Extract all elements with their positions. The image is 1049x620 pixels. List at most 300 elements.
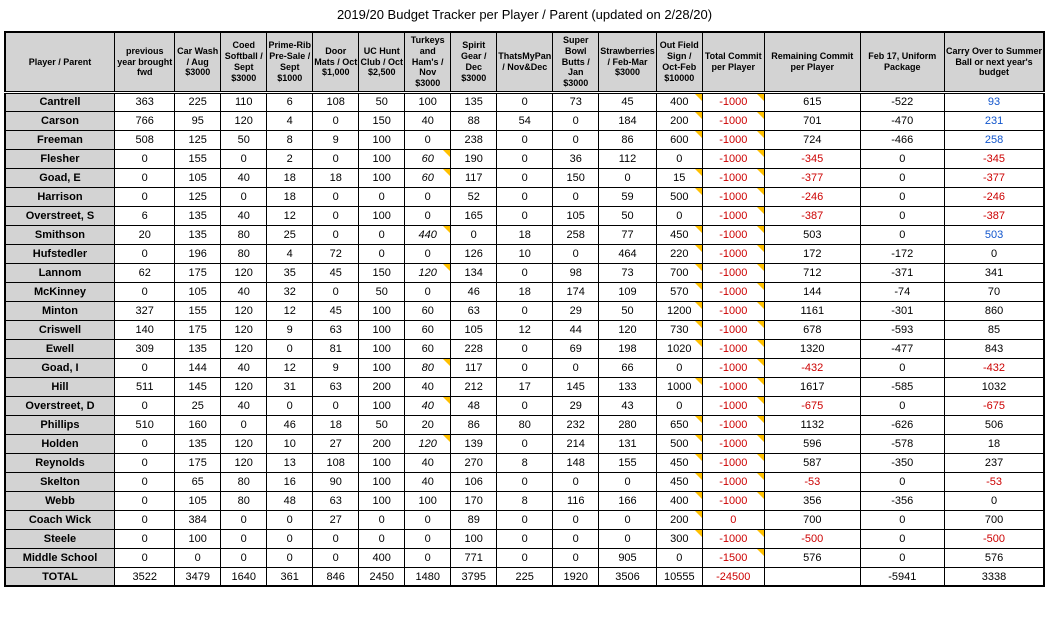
- cell-total-12: [702, 567, 764, 586]
- cell-value: 0: [424, 133, 431, 146]
- cell-smithson-4: [313, 225, 359, 244]
- cell-value: 1200: [667, 304, 692, 317]
- cell-overstreet-s-7: [451, 206, 497, 225]
- column-header-uc-hunt-club: UC Hunt Club / Oct $2,500: [359, 32, 405, 92]
- cell-value: 100: [418, 96, 437, 109]
- cell-value: 50: [621, 304, 634, 317]
- cell-goad-e-15: [944, 168, 1044, 187]
- cell-skelton-10: [599, 472, 657, 491]
- cell-cantrell-5: [359, 92, 405, 111]
- cell-goad-e-1: [175, 168, 221, 187]
- comment-flag-icon: [757, 283, 764, 290]
- cell-ewell-9: [553, 339, 599, 358]
- cell-value: 3338: [981, 570, 1007, 583]
- cell-ewell-2: [221, 339, 267, 358]
- cell-value: 100: [372, 456, 391, 469]
- row-carson: [5, 111, 1045, 130]
- cell-phillips-6: [405, 415, 451, 434]
- cell-reynolds-10: [599, 453, 657, 472]
- cell-overstreet-s-13: [764, 206, 860, 225]
- column-header-feb-17-uniform: Feb 17, Uniform Package: [860, 32, 944, 92]
- cell-value: 220: [670, 247, 689, 260]
- cell-value: 0: [521, 190, 528, 203]
- cell-value: 175: [188, 323, 207, 336]
- cell-hill-14: [860, 377, 944, 396]
- cell-mckinney-15: [944, 282, 1044, 301]
- cell-hufstedler-14: [860, 244, 944, 263]
- cell-goad-i-5: [359, 358, 405, 377]
- cell-coach-wick-8: [497, 510, 553, 529]
- comment-flag-icon: [757, 150, 764, 157]
- cell-value: 0: [676, 361, 683, 374]
- cell-total-2: [221, 567, 267, 586]
- comment-flag-icon: [695, 188, 702, 195]
- cell-harrison-1: [175, 187, 221, 206]
- cell-smithson-7: [451, 225, 497, 244]
- cell-holden-5: [359, 434, 405, 453]
- cell-value: 120: [234, 266, 253, 279]
- cell-value: 9: [332, 133, 339, 146]
- row-total: [5, 567, 1045, 586]
- cell-value: 0: [572, 190, 579, 203]
- cell-webb-1: [175, 491, 221, 510]
- comment-flag-icon: [443, 264, 450, 271]
- cell-value: 100: [372, 209, 391, 222]
- row-minton: [5, 301, 1045, 320]
- comment-flag-icon: [757, 94, 764, 101]
- cell-value: 0: [194, 551, 201, 564]
- cell-holden-11: [656, 434, 702, 453]
- cell-lannom-5: [359, 263, 405, 282]
- cell-value: 25: [283, 228, 296, 241]
- cell-value: 1032: [981, 380, 1007, 393]
- cell-hill-7: [451, 377, 497, 396]
- cell-reynolds-0: [115, 453, 175, 472]
- cell-value: 0: [676, 551, 683, 564]
- cell-value: -1000: [719, 266, 748, 279]
- row-header-skelton: Skelton: [5, 472, 115, 491]
- cell-steele-0: [115, 529, 175, 548]
- cell-goad-e-13: [764, 168, 860, 187]
- cell-value: 86: [467, 418, 480, 431]
- row-header-goad-e: Goad, E: [5, 168, 115, 187]
- cell-goad-i-0: [115, 358, 175, 377]
- cell-value: 18: [329, 171, 342, 184]
- comment-flag-icon: [695, 131, 702, 138]
- cell-value: 10: [283, 437, 296, 450]
- cell-value: 238: [464, 133, 483, 146]
- cell-value: 0: [240, 551, 247, 564]
- cell-value: 0: [572, 551, 579, 564]
- cell-overstreet-s-14: [860, 206, 944, 225]
- cell-skelton-11: [656, 472, 702, 491]
- cell-value: 108: [326, 96, 345, 109]
- cell-lannom-11: [656, 263, 702, 282]
- cell-hufstedler-2: [221, 244, 267, 263]
- cell-value: 135: [188, 342, 207, 355]
- cell-holden-8: [497, 434, 553, 453]
- cell-goad-i-7: [451, 358, 497, 377]
- cell-value: -246: [801, 190, 824, 203]
- cell-flesher-15: [944, 149, 1044, 168]
- cell-value: 503: [984, 228, 1004, 241]
- cell-value: -345: [983, 152, 1006, 165]
- cell-value: 730: [670, 323, 689, 336]
- cell-value: 100: [464, 532, 483, 545]
- cell-freeman-5: [359, 130, 405, 149]
- cell-value: -1000: [719, 494, 748, 507]
- cell-value: 0: [141, 361, 148, 374]
- cell-cantrell-11: [656, 92, 702, 111]
- column-header-carry-over-to: Carry Over to Summer Ball or next year's budget: [944, 32, 1044, 92]
- cell-value: 45: [621, 96, 634, 109]
- cell-flesher-4: [313, 149, 359, 168]
- cell-cantrell-4: [313, 92, 359, 111]
- cell-skelton-2: [221, 472, 267, 491]
- cell-value: 120: [234, 114, 253, 127]
- cell-skelton-5: [359, 472, 405, 491]
- cell-value: 0: [899, 190, 906, 203]
- cell-value: 43: [621, 399, 634, 412]
- cell-value: -1000: [719, 133, 748, 146]
- cell-total-6: [405, 567, 451, 586]
- cell-steele-9: [553, 529, 599, 548]
- cell-value: 100: [372, 342, 391, 355]
- cell-value: 40: [421, 475, 434, 488]
- cell-smithson-14: [860, 225, 944, 244]
- cell-value: 86: [621, 133, 634, 146]
- cell-middle-school-0: [115, 548, 175, 567]
- cell-value: 0: [141, 152, 148, 165]
- cell-value: 50: [621, 209, 634, 222]
- cell-cantrell-3: [267, 92, 313, 111]
- comment-flag-icon: [757, 492, 764, 499]
- cell-harrison-13: [764, 187, 860, 206]
- cell-value: 384: [188, 513, 207, 526]
- cell-harrison-4: [313, 187, 359, 206]
- cell-value: 0: [572, 114, 579, 127]
- cell-ewell-5: [359, 339, 405, 358]
- cell-steele-5: [359, 529, 405, 548]
- cell-lannom-7: [451, 263, 497, 282]
- cell-value: 228: [464, 342, 483, 355]
- cell-value: 12: [283, 209, 296, 222]
- cell-criswell-4: [313, 320, 359, 339]
- cell-cantrell-1: [175, 92, 221, 111]
- comment-flag-icon: [695, 226, 702, 233]
- cell-value: 327: [135, 304, 154, 317]
- cell-value: 0: [730, 513, 737, 526]
- cell-goad-i-6: [405, 358, 451, 377]
- cell-value: 214: [566, 437, 585, 450]
- cell-value: 0: [141, 247, 148, 260]
- cell-value: -53: [986, 475, 1002, 488]
- cell-value: 700: [670, 266, 689, 279]
- cell-lannom-15: [944, 263, 1044, 282]
- cell-phillips-1: [175, 415, 221, 434]
- cell-value: 31: [283, 380, 296, 393]
- cell-value: 8: [286, 133, 293, 146]
- cell-middle-school-4: [313, 548, 359, 567]
- cell-hill-8: [497, 377, 553, 396]
- cell-overstreet-s-6: [405, 206, 451, 225]
- cell-cantrell-6: [405, 92, 451, 111]
- comment-flag-icon: [757, 473, 764, 480]
- cell-value: 766: [135, 114, 154, 127]
- cell-lannom-2: [221, 263, 267, 282]
- row-lannom: [5, 263, 1045, 282]
- column-header-total-commit-per: Total Commit per Player: [702, 32, 764, 92]
- cell-smithson-15: [944, 225, 1044, 244]
- column-header-strawberries-feb-mar: Strawberries / Feb-Mar $3000: [599, 32, 657, 92]
- cell-goad-e-4: [313, 168, 359, 187]
- row-header-ewell: Ewell: [5, 339, 115, 358]
- cell-value: 100: [372, 475, 391, 488]
- cell-value: 60: [421, 152, 434, 165]
- cell-total-8: [497, 567, 553, 586]
- cell-value: 117: [464, 171, 483, 184]
- cell-mckinney-14: [860, 282, 944, 301]
- cell-middle-school-15: [944, 548, 1044, 567]
- cell-value: 139: [464, 437, 483, 450]
- cell-value: 678: [803, 323, 822, 336]
- cell-value: -377: [801, 171, 824, 184]
- cell-value: 464: [618, 247, 637, 260]
- cell-ewell-12: [702, 339, 764, 358]
- cell-value: 1132: [800, 418, 825, 431]
- cell-carson-4: [313, 111, 359, 130]
- row-header-holden: Holden: [5, 434, 115, 453]
- cell-ewell-1: [175, 339, 221, 358]
- cell-value: 120: [418, 266, 437, 279]
- cell-steele-1: [175, 529, 221, 548]
- cell-webb-0: [115, 491, 175, 510]
- cell-hill-9: [553, 377, 599, 396]
- cell-value: 0: [521, 152, 528, 165]
- column-header-spirit-gear-dec: Spirit Gear / Dec $3000: [451, 32, 497, 92]
- cell-value: 0: [332, 532, 339, 545]
- cell-goad-i-8: [497, 358, 553, 377]
- cell-value: 0: [470, 228, 477, 241]
- cell-coach-wick-3: [267, 510, 313, 529]
- cell-goad-i-10: [599, 358, 657, 377]
- cell-hill-6: [405, 377, 451, 396]
- cell-value: 3795: [461, 570, 486, 583]
- cell-middle-school-7: [451, 548, 497, 567]
- cell-overstreet-d-3: [267, 396, 313, 415]
- cell-value: 724: [803, 133, 822, 146]
- cell-freeman-6: [405, 130, 451, 149]
- cell-mckinney-7: [451, 282, 497, 301]
- cell-value: 40: [237, 361, 250, 374]
- cell-mckinney-1: [175, 282, 221, 301]
- comment-flag-icon: [695, 492, 702, 499]
- cell-mckinney-8: [497, 282, 553, 301]
- cell-value: -1000: [719, 323, 748, 336]
- row-header-phillips: Phillips: [5, 415, 115, 434]
- cell-harrison-6: [405, 187, 451, 206]
- cell-value: 0: [676, 209, 683, 222]
- cell-value: 356: [803, 494, 822, 507]
- cell-value: 258: [984, 133, 1004, 146]
- cell-coach-wick-0: [115, 510, 175, 529]
- row-header-total: TOTAL: [5, 567, 115, 586]
- cell-value: 44: [569, 323, 582, 336]
- cell-value: 0: [899, 361, 906, 374]
- cell-value: 0: [378, 532, 385, 545]
- cell-value: 0: [521, 133, 528, 146]
- cell-goad-e-10: [599, 168, 657, 187]
- cell-value: -371: [891, 266, 914, 279]
- cell-value: 125: [188, 190, 207, 203]
- cell-value: -1000: [719, 456, 748, 469]
- cell-reynolds-2: [221, 453, 267, 472]
- cell-lannom-8: [497, 263, 553, 282]
- cell-value: 4: [286, 247, 293, 260]
- cell-value: 0: [899, 399, 906, 412]
- cell-value: 843: [984, 342, 1004, 355]
- cell-value: 510: [135, 418, 154, 431]
- cell-value: 0: [521, 171, 528, 184]
- row-coach-wick: [5, 510, 1045, 529]
- cell-freeman-14: [860, 130, 944, 149]
- cell-value: 50: [375, 285, 388, 298]
- cell-goad-e-2: [221, 168, 267, 187]
- cell-overstreet-d-5: [359, 396, 405, 415]
- table-header: [5, 32, 1045, 92]
- comment-flag-icon: [757, 131, 764, 138]
- cell-value: 511: [135, 380, 154, 393]
- cell-freeman-2: [221, 130, 267, 149]
- cell-value: 0: [624, 513, 631, 526]
- cell-value: 400: [670, 96, 689, 109]
- cell-value: 155: [618, 456, 637, 469]
- row-header-criswell: Criswell: [5, 320, 115, 339]
- cell-smithson-1: [175, 225, 221, 244]
- cell-value: 1161: [800, 304, 825, 317]
- cell-overstreet-d-1: [175, 396, 221, 415]
- cell-value: 144: [803, 285, 822, 298]
- comment-flag-icon: [695, 112, 702, 119]
- cell-middle-school-13: [764, 548, 860, 567]
- cell-goad-e-3: [267, 168, 313, 187]
- cell-mckinney-12: [702, 282, 764, 301]
- cell-value: 0: [286, 399, 293, 412]
- cell-minton-15: [944, 301, 1044, 320]
- comment-flag-icon: [757, 416, 764, 423]
- cell-smithson-8: [497, 225, 553, 244]
- cell-value: 174: [566, 285, 585, 298]
- cell-flesher-2: [221, 149, 267, 168]
- cell-steele-6: [405, 529, 451, 548]
- cell-value: -1000: [719, 247, 748, 260]
- cell-value: 10555: [663, 570, 695, 583]
- cell-criswell-11: [656, 320, 702, 339]
- cell-value: -24500: [716, 570, 751, 583]
- cell-goad-i-4: [313, 358, 359, 377]
- cell-value: 120: [234, 323, 253, 336]
- cell-value: 0: [141, 437, 148, 450]
- cell-lannom-12: [702, 263, 764, 282]
- cell-value: 15: [673, 171, 686, 184]
- cell-hill-5: [359, 377, 405, 396]
- cell-reynolds-13: [764, 453, 860, 472]
- cell-value: 89: [467, 513, 480, 526]
- cell-coach-wick-1: [175, 510, 221, 529]
- cell-value: 615: [803, 96, 822, 109]
- header-row: [5, 32, 1045, 92]
- cell-value: 0: [332, 285, 339, 298]
- row-overstreet-s: [5, 206, 1045, 225]
- cell-value: 40: [237, 285, 250, 298]
- row-header-overstreet-d: Overstreet, D: [5, 396, 115, 415]
- cell-coach-wick-2: [221, 510, 267, 529]
- cell-hufstedler-12: [702, 244, 764, 263]
- cell-overstreet-s-8: [497, 206, 553, 225]
- cell-value: 6: [141, 209, 148, 222]
- row-middle-school: [5, 548, 1045, 567]
- row-criswell: [5, 320, 1045, 339]
- cell-smithson-9: [553, 225, 599, 244]
- cell-value: 0: [424, 285, 431, 298]
- cell-value: 0: [572, 361, 579, 374]
- column-header-thatsmypan-nov-dec: ThatsMyPan / Nov&Dec: [497, 32, 553, 92]
- cell-goad-i-14: [860, 358, 944, 377]
- cell-value: 363: [135, 96, 154, 109]
- cell-coach-wick-7: [451, 510, 497, 529]
- row-header-harrison: Harrison: [5, 187, 115, 206]
- cell-hill-3: [267, 377, 313, 396]
- cell-value: 63: [329, 380, 342, 393]
- cell-value: 150: [566, 171, 585, 184]
- cell-value: -377: [983, 171, 1006, 184]
- cell-value: 70: [987, 285, 1001, 298]
- cell-value: 12: [518, 323, 531, 336]
- cell-harrison-3: [267, 187, 313, 206]
- cell-value: 80: [518, 418, 531, 431]
- cell-carson-2: [221, 111, 267, 130]
- row-flesher: [5, 149, 1045, 168]
- column-header-player-parent: Player / Parent: [5, 32, 115, 92]
- cell-goad-i-1: [175, 358, 221, 377]
- cell-value: 110: [234, 96, 253, 109]
- cell-coach-wick-9: [553, 510, 599, 529]
- cell-total-15: [944, 567, 1044, 586]
- cell-phillips-5: [359, 415, 405, 434]
- cell-minton-13: [764, 301, 860, 320]
- row-hill: [5, 377, 1045, 396]
- cell-carson-8: [497, 111, 553, 130]
- cell-mckinney-6: [405, 282, 451, 301]
- cell-value: 20: [138, 228, 151, 241]
- cell-value: -1000: [719, 399, 748, 412]
- cell-value: 135: [464, 96, 483, 109]
- comment-flag-icon: [757, 321, 764, 328]
- cell-minton-9: [553, 301, 599, 320]
- comment-flag-icon: [695, 378, 702, 385]
- cell-value: 175: [188, 266, 207, 279]
- cell-value: 13: [283, 456, 296, 469]
- cell-value: 503: [803, 228, 822, 241]
- cell-smithson-3: [267, 225, 313, 244]
- cell-value: 148: [566, 456, 585, 469]
- cell-total-5: [359, 567, 405, 586]
- cell-holden-4: [313, 434, 359, 453]
- cell-harrison-7: [451, 187, 497, 206]
- cell-overstreet-d-6: [405, 396, 451, 415]
- cell-value: 0: [141, 494, 148, 507]
- table-body: [5, 92, 1045, 586]
